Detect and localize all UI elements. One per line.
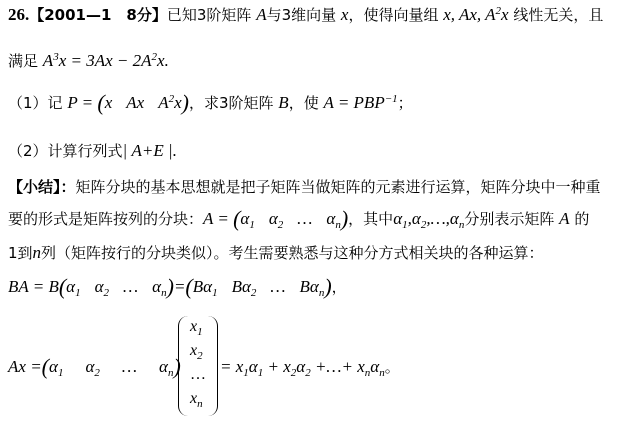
column-vector-x: $x_1$ $x_2$ … $x_n$ — [178, 316, 218, 416]
vector-x: x — [340, 5, 349, 24]
summary-text-2c: 分别表示矩阵 — [464, 210, 555, 228]
condition-formula: $A^3x = 3Ax - 2A^2x$. — [42, 51, 169, 70]
part-1: （1）记 P = (x Ax $A^2x$)，求3阶矩阵 B，使 $A = PBP^{-1}$； — [8, 90, 413, 115]
Ax-formula-right: = $x_1\alpha_1 + x_2\alpha_2$ +…+ $x_n\alpha_n$。 — [220, 357, 400, 379]
BA-formula: BA = $B(\alpha_1$ $\alpha_2$ … $\alpha_n)=(B\alpha_1$ $B\alpha_2$ … $B\alpha_n$)， — [8, 274, 347, 299]
stem-c: ，使得向量组 — [348, 6, 439, 24]
summary-label: 【小结】： — [8, 178, 76, 196]
summary-line-1 — [8, 176, 601, 198]
matrix-A-2: A — [559, 209, 570, 228]
part1-label: （1）记 — [8, 94, 63, 112]
summary-text-2a: 要的形式是矩阵按列的分块： — [8, 210, 204, 228]
summary-text-2b: ，其中 — [348, 210, 394, 228]
summary-line-2 — [8, 208, 589, 230]
problem-line-1 — [8, 4, 603, 26]
problem-number: 26. — [8, 5, 30, 24]
stem-b: 与3维向量 — [266, 6, 337, 24]
matrix-B: B — [278, 93, 289, 112]
alpha-list: $\alpha_1,\alpha_2,\dots,\alpha_n$ — [393, 209, 465, 231]
part-2 — [8, 140, 177, 162]
summary-text-3b: 列（矩阵按行的分块类似）。考生需要熟悉与这种分方式相关块的各种运算： — [41, 244, 544, 262]
similarity-formula: $A = PBP^{-1}$ — [323, 93, 398, 112]
problem-line-2 — [8, 50, 169, 72]
stem-a: 已知3阶矩阵 — [166, 6, 252, 24]
Ax-formula-left: $Ax =(\alpha_1$ $\alpha_2$ … $\alpha_n$) — [8, 354, 181, 379]
part1-text: ，求3阶矩阵 — [188, 94, 274, 112]
vector-group: x, Ax, $A^2x$ — [443, 5, 509, 24]
stem-d: 线性无关，且 — [513, 6, 604, 24]
summary-text-2d: 的 — [574, 210, 590, 228]
part1-text2: ，使 — [288, 94, 319, 112]
summary-text-3a: 1到 — [8, 244, 33, 262]
determinant-formula: | A+E |. — [122, 141, 177, 160]
summary-line-3 — [8, 242, 544, 264]
part2-label: （2）计算行列式 — [8, 142, 123, 160]
problem-source: 【2001—1 8分】 — [29, 6, 167, 24]
summary-text-1: 矩阵分块的基本思想就是把子矩阵当做矩阵的元素进行运算，矩阵分块中一种重 — [75, 178, 601, 196]
matrix-A: A — [256, 5, 267, 24]
stem-e: 满足 — [8, 52, 39, 70]
column-partition: $A = (\alpha_1$ $\alpha_2$ … $\alpha_n$) — [203, 206, 349, 231]
P-definition: P = (x Ax $A^2x$) — [67, 90, 189, 115]
n-symbol: n — [32, 243, 42, 262]
